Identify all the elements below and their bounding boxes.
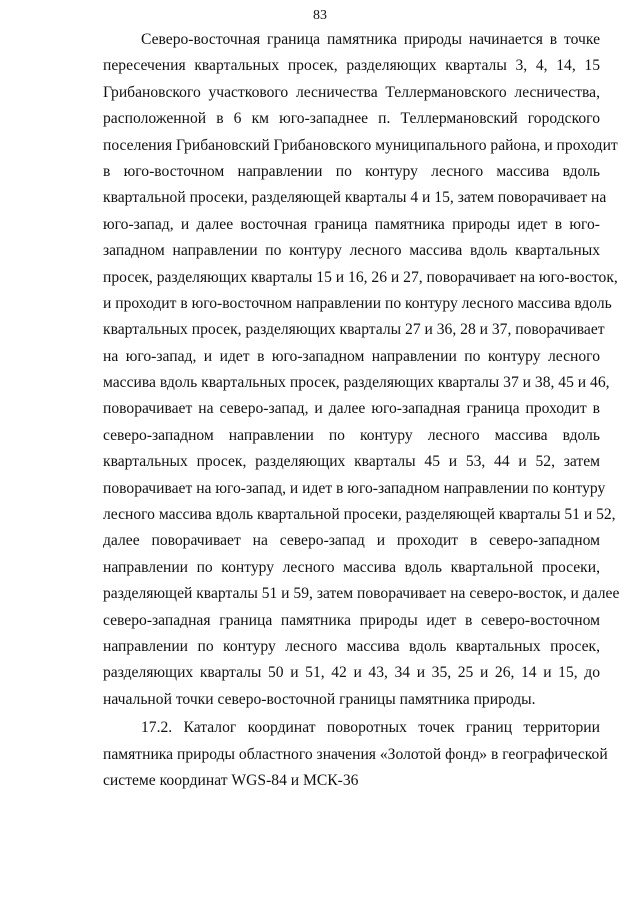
text-line: массива вдоль квартальных просек, разделяющих кварталы 37 и 38, 45 и 46,	[103, 374, 610, 392]
text-line: далее поворачивает на северо-запад и проходит в северо-западном	[103, 532, 600, 550]
text-line: просек, разделяющих кварталы 15 и 16, 26 и 27, поворачивает на юго-восток,	[103, 268, 618, 286]
text-line: расположенной в 6 км юго-западнее п. Теллермановский городского	[103, 110, 600, 128]
text-line: 17.2. Каталог координат поворотных точек границ территории	[141, 719, 600, 737]
text-line: северо-западном направлении по контуру лесного массива вдоль	[103, 426, 600, 444]
text-line: лесного массива вдоль квартальной просеки, разделяющей кварталы 51 и 52,	[103, 506, 616, 524]
text-line: поворачивает на северо-запад, и далее юго-западная граница проходит в	[103, 400, 600, 418]
text-line: квартальных просек, разделяющих кварталы 27 и 36, 28 и 37, поворачивает	[103, 321, 605, 339]
text-line: на юго-запад, и идет в юго-западном направлении по контуру лесного	[103, 347, 600, 365]
text-line: северо-западная граница памятника природы идет в северо-восточном	[103, 611, 600, 629]
text-line: направлении по контуру лесного массива вдоль квартальной просеки,	[103, 558, 600, 576]
paragraph-section-heading	[103, 715, 608, 794]
text-line: в юго-восточном направлении по контуру лесного массива вдоль	[103, 162, 600, 180]
text-line: начальной точки северо-восточной границы памятника природы.	[103, 690, 536, 708]
text-line: направлении по контуру лесного массива вдоль квартальных просек,	[103, 637, 600, 655]
body-text	[103, 27, 620, 794]
paragraph-boundary-description	[103, 27, 620, 713]
text-line: поселения Грибановский Грибановского муниципального района, и проходит	[103, 136, 618, 154]
text-line: западном направлении по контуру лесного массива вдоль квартальных	[103, 242, 600, 260]
text-line: поворачивает на юго-запад, и идет в юго-западном направлении по контуру	[103, 479, 606, 497]
text-line: системе координат WGS-84 и МСК-36	[103, 771, 359, 789]
text-line: Северо-восточная граница памятника природы начинается в точке	[141, 31, 600, 48]
text-line: квартальной просеки, разделяющей кварталы 4 и 15, затем поворачивает на	[103, 189, 607, 207]
text-line: разделяющей кварталы 51 и 59, затем поворачивает на северо-восток, и далее	[103, 585, 620, 603]
text-line: памятника природы областного значения «Золотой фонд» в географической	[103, 745, 608, 763]
text-line: юго-запад, и далее восточная граница памятника природы идет в юго-	[103, 215, 600, 233]
text-line: разделяющих кварталы 50 и 51, 42 и 43, 34 и 35, 25 и 26, 14 и 15, до	[103, 664, 600, 682]
text-line: пересечения квартальных просек, разделяющих кварталы 3, 4, 14, 15	[103, 57, 600, 75]
text-line: Грибановского участкового лесничества Теллермановского лесничества,	[103, 83, 600, 101]
text-line: квартальных просек, разделяющих кварталы 45 и 53, 44 и 52, затем	[103, 453, 600, 471]
page-number: 83	[313, 8, 327, 23]
text-line: и проходит в юго-восточном направлении по контуру лесного массива вдоль	[103, 294, 612, 312]
